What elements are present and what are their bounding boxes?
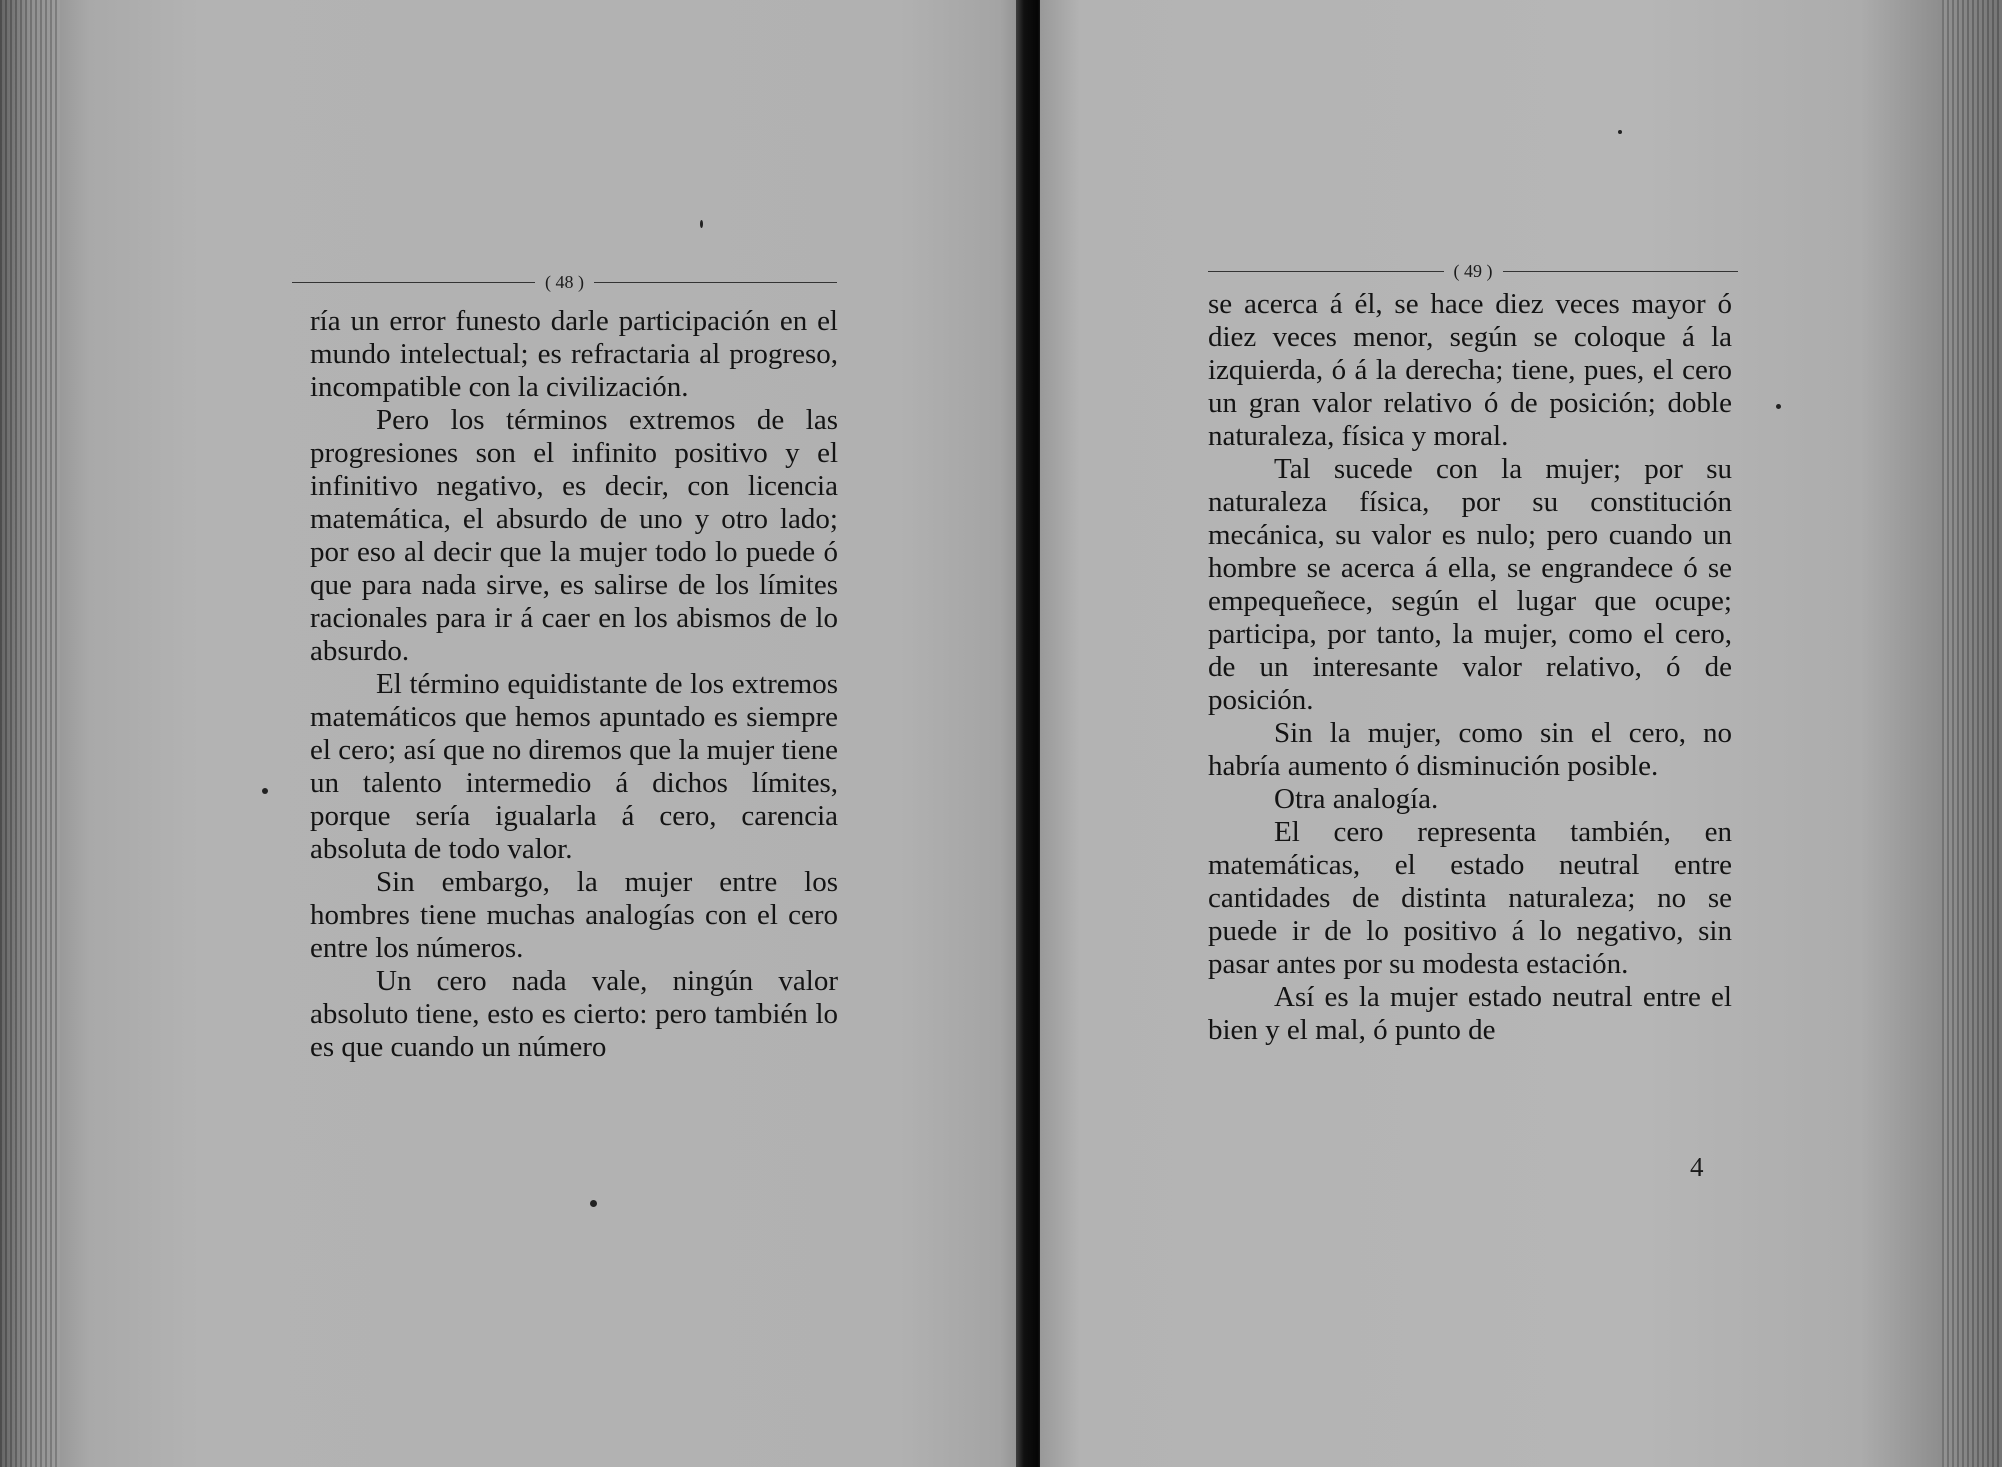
- right-page-text: [1208, 288, 1732, 1047]
- ink-speck: [1618, 130, 1622, 134]
- paragraph: Un cero nada vale, ningún valor absoluto tiene, esto es cierto: pero también lo es que cuando un número: [310, 965, 838, 1063]
- paragraph: Sin la mujer, como sin el cero, no habría aumento ó disminución posible.: [1208, 717, 1732, 782]
- ink-speck: [700, 220, 703, 228]
- paragraph: Así es la mujer estado neutral entre el bien y el mal, ó punto de: [1208, 981, 1732, 1046]
- right-page-number: ( 49 ): [1453, 261, 1493, 281]
- header-rule: [1208, 271, 1444, 272]
- right-page-header: [1208, 261, 1738, 282]
- header-rule: [292, 282, 535, 283]
- ink-speck: [1776, 404, 1781, 409]
- paragraph: Otra analogía.: [1274, 783, 1439, 815]
- page-edge-strip: [0, 0, 60, 1467]
- left-page-number: ( 48 ): [545, 272, 584, 292]
- header-rule: [594, 282, 837, 283]
- header-rule: [1503, 271, 1739, 272]
- paragraph: se acerca á él, se hace diez veces mayor ó diez veces menor, según se coloque á la izquierda, ó á la derecha; tiene, pues, el cero un gran valor relativo ó de posición; doble naturaleza, física y moral.: [1208, 288, 1732, 452]
- ink-speck: [590, 1200, 597, 1207]
- left-page-header: [292, 272, 837, 293]
- paragraph: ría un error funesto darle participación en el mundo intelectual; es refractaria al progreso, incompatible con la civilización.: [310, 305, 838, 403]
- ink-speck: [262, 788, 268, 794]
- signature-mark: 4: [1690, 1152, 1704, 1182]
- left-page-text: [310, 305, 838, 1064]
- paragraph: El término equidistante de los extremos matemáticos que hemos apuntado es siempre el cero; así que no diremos que la mujer tiene un talento intermedio á dichos límites, porque sería igualarla á cero, carencia absoluta de todo valor.: [310, 668, 838, 865]
- paragraph: Sin embargo, la mujer entre los hombres tiene muchas analogías con el cero entre los números.: [310, 866, 838, 964]
- paragraph: Tal sucede con la mujer; por su naturaleza física, por su constitución mecánica, su valor es nulo; pero cuando un hombre se acerca á ella, se engrandece ó se empequeñece, según el lugar que ocupe; participa, por tanto, la mujer, como el cero, de un interesante valor relativo, ó de posición.: [1208, 453, 1732, 716]
- page-edge-strip: [1942, 0, 2002, 1467]
- paragraph: El cero representa también, en matemáticas, el estado neutral entre cantidades de distinta naturaleza; no se puede ir de lo positivo á lo negativo, sin pasar antes por su modesta estación.: [1208, 816, 1732, 980]
- paragraph: Pero los términos extremos de las progresiones son el infinito positivo y el infinitivo negativo, es decir, con licencia matemática, el absurdo de uno y otro lado; por eso al decir que la mujer todo lo puede ó que para nada sirve, es salirse de los límites racionales para ir á caer en los abismos de lo absurdo.: [310, 404, 838, 667]
